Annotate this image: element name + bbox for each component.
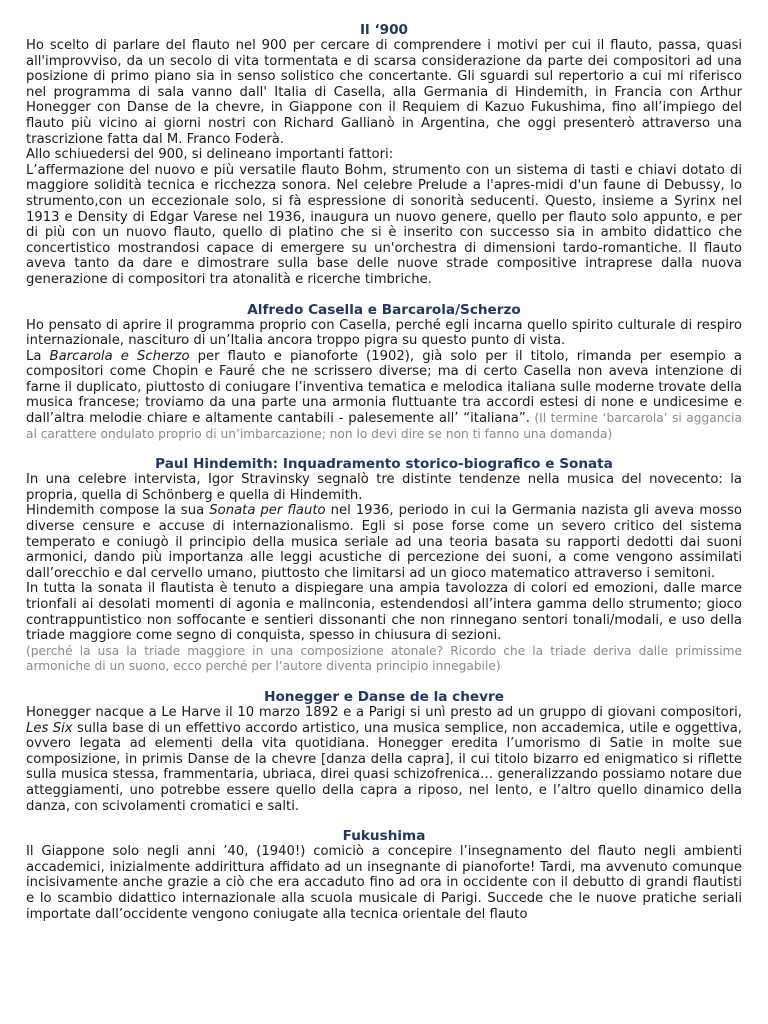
paragraph [26,705,742,814]
section-honegger [26,689,742,814]
paragraph [26,503,742,581]
section-title: Alfredo Casella e Barcarola/Scherzo [247,301,521,318]
paragraph: In una celebre intervista, Igor Stravinsky segnalò tre distinte tendenze nella musica del novecento: la propria, quella di Schönberg e quella di Hindemith. [26,472,742,503]
paragraph: In tutta la sonata il flautista è tenuto a dispiegare una ampia tavolozza di colori ed emozioni, dalle marce trionfali ai desolati momenti di agonia e malinconia, estendendosi all’intera gamma dello strumento; gioco contrappuntistico non soffocante e sentieri dissonanti che non rinnegano sentori tonali/modali, e uso della triade maggiore come segno di conquista, spesso in chiusura di sezioni. [26,581,742,644]
paragraph: Allo schiuedersi del 900, si delineano importanti fattori: [26,147,394,163]
text-run: nel 1936, periodo in cui la Germania nazista gli aveva mosso diverse censure e accuse di internazionalismo. Egli si pose forse come un severo critico del sistema temperato e coniugò il principio della musica seriale ad una teoria basata su rapporti dedotti dai suoni armonici, dando più importanza alle leggi acustiche di percezione dei suoni, a come vengono assimilati dall’orecchio e dal cervello umano, piuttosto che limitarsi ad un gioco matematico attraverso i semitoni. [26,503,742,581]
section-hindemith [26,456,742,675]
section-fukushima [26,828,742,922]
section-casella [26,302,742,443]
work-title: Barcarola e Scherzo [49,348,190,364]
group-name: Les Six [26,720,73,736]
text-run: La [26,348,50,364]
section-title: Il ‘900 [360,22,408,38]
paragraph: Il Giappone solo negli anni ’40, (1940!) comiciò a concepire l’insegnamento del flauto negli ambienti accademici, inizialmente addirittura affidato ad un insegnante di pianoforte! Tardi, ma avvenuto comunque incisivamente anche grazie a ciò che era accaduto fino ad ora in occidente con il debutto di grandi flautisti e lo scambio didattico internazionale alla scuola musicale di Parigi. Succede che le nuove pratiche seriali importate dall’occidente vengono coniugate alla tecnica orientale del flauto [26,844,742,922]
paragraph [26,349,742,443]
text-run: Hindemith compose la sua [26,503,210,519]
paragraph: Ho pensato di aprire il programma proprio con Casella, perché egli incarna quello spirito culturale di respiro internazionale, nascituro di un’Italia ancora troppo pigra su questo punto di vista. [26,317,742,349]
text-run: per flauto e pianoforte (1902), già solo per il titolo, rimanda per esempio a compositori come Chopin e Fauré che ne scrissero diverse; ma di certo Casella non aveva intenzione di farne il duplicato, piuttosto di coniugare l’inventiva tematica e melodica italiana sulle moderne trovate della musica francese; troviamo da una parte una armonia fluttuante tra accordi estesi di none e undicesime e dall’altra melodie chiare e altamente cantabili - palesemente all’ “italiana”. [26,348,742,427]
text-run: Honegger nacque a Le Harve il 10 marzo 1892 e a Parigi si unì presto ad un gruppo di giovani compositori, [26,704,742,720]
text-run: sulla base di un effettivo accordo artistico, una musica semplice, non accademica, utile e oggettiva, ovvero legata ad elementi della vita quotidiana. Honegger eredita l’umorismo di Satie in molte sue composizione, in primis Danse de la chevre [danza della capra], il cui titolo bizarro ed enigmatico si riflette sulla musica stessa, frammentaria, ubriaca, direi quasi schizofrenica… generalizzando possiamo notare due atteggiamenti, uno potrebbe essere quello della capra a riposo, nel lento, e l’altro quello dinamico della danza, con scivolamenti cromatici e salti. [26,720,742,814]
section-title: Honegger e Danse de la chevre [264,688,504,705]
work-title: Sonata per flauto [209,503,326,519]
speaker-note: (Il termine ‘barcarola’ si aggancia al carattere ondulato proprio di un’imbarcazione; non lo devi dire se non ti fanno una domanda) [26,411,742,441]
section-title: Fukushima [342,828,426,845]
section-title: Paul Hindemith: Inquadramento storico-biografico e Sonata [155,456,613,473]
paragraph: Ho scelto di parlare del flauto nel 900 per cercare di comprendere i motivi per cui il flauto, passa, quasi all'improvviso, da un secolo di vita tormentata e di scarsa considerazione da parte dei compositori ad una posizione di primo piano sia in senso solistico che concertante. Gli sguardi sul repertorio a cui mi riferisco nel programma di sala vanno dall' Italia di Casella, alla Germania di Hindemith, in Francia con Arthur Honegger con Danse de la chevre, in Giappone con il Requiem di Kazuo Fukushima, fino all’impiego del flauto più vicino ai giorni nostri con Richard Gallianò in Argentina, che oggi presenterò attraverso una trascrizione fatta dal M. Franco Foderà. [26,38,742,147]
section-900 [26,22,742,288]
speaker-note: (perché la usa la triade maggiore in una composizione atonale? Ricordo che la triade deriva dalle primissime armoniche di un suono, ecco perché per l’autore diventa principio innegabile) [26,643,742,674]
paragraph: L’affermazione del nuovo e più versatile flauto Bohm, strumento con un sistema di tasti e chiavi dotato di maggiore solidità tecnica e ricchezza sonora. Nel celebre Prelude a l'apres-midi d'un faune di Debussy, lo strumento,con un eccezionale solo, si fà espressione di sonorità seducenti. Questo, insieme a Syrinx nel 1913 e Density di Edgar Varese nel 1936, inaugura un nuovo genere, quello per flauto solo appunto, e per di più con un nuovo flauto, quello di platino che si è inserito con successo sia in ambito didattico che concertistico mostrandosi capace di emergere su un'orchestra di dimensioni tardo-romantiche. Il flauto aveva tanto da dare e dimostrare sulla base delle nuove strade compositive intraprese dalla nuova generazione di compositori tra atonalità e ricerche timbriche. [26,162,742,287]
